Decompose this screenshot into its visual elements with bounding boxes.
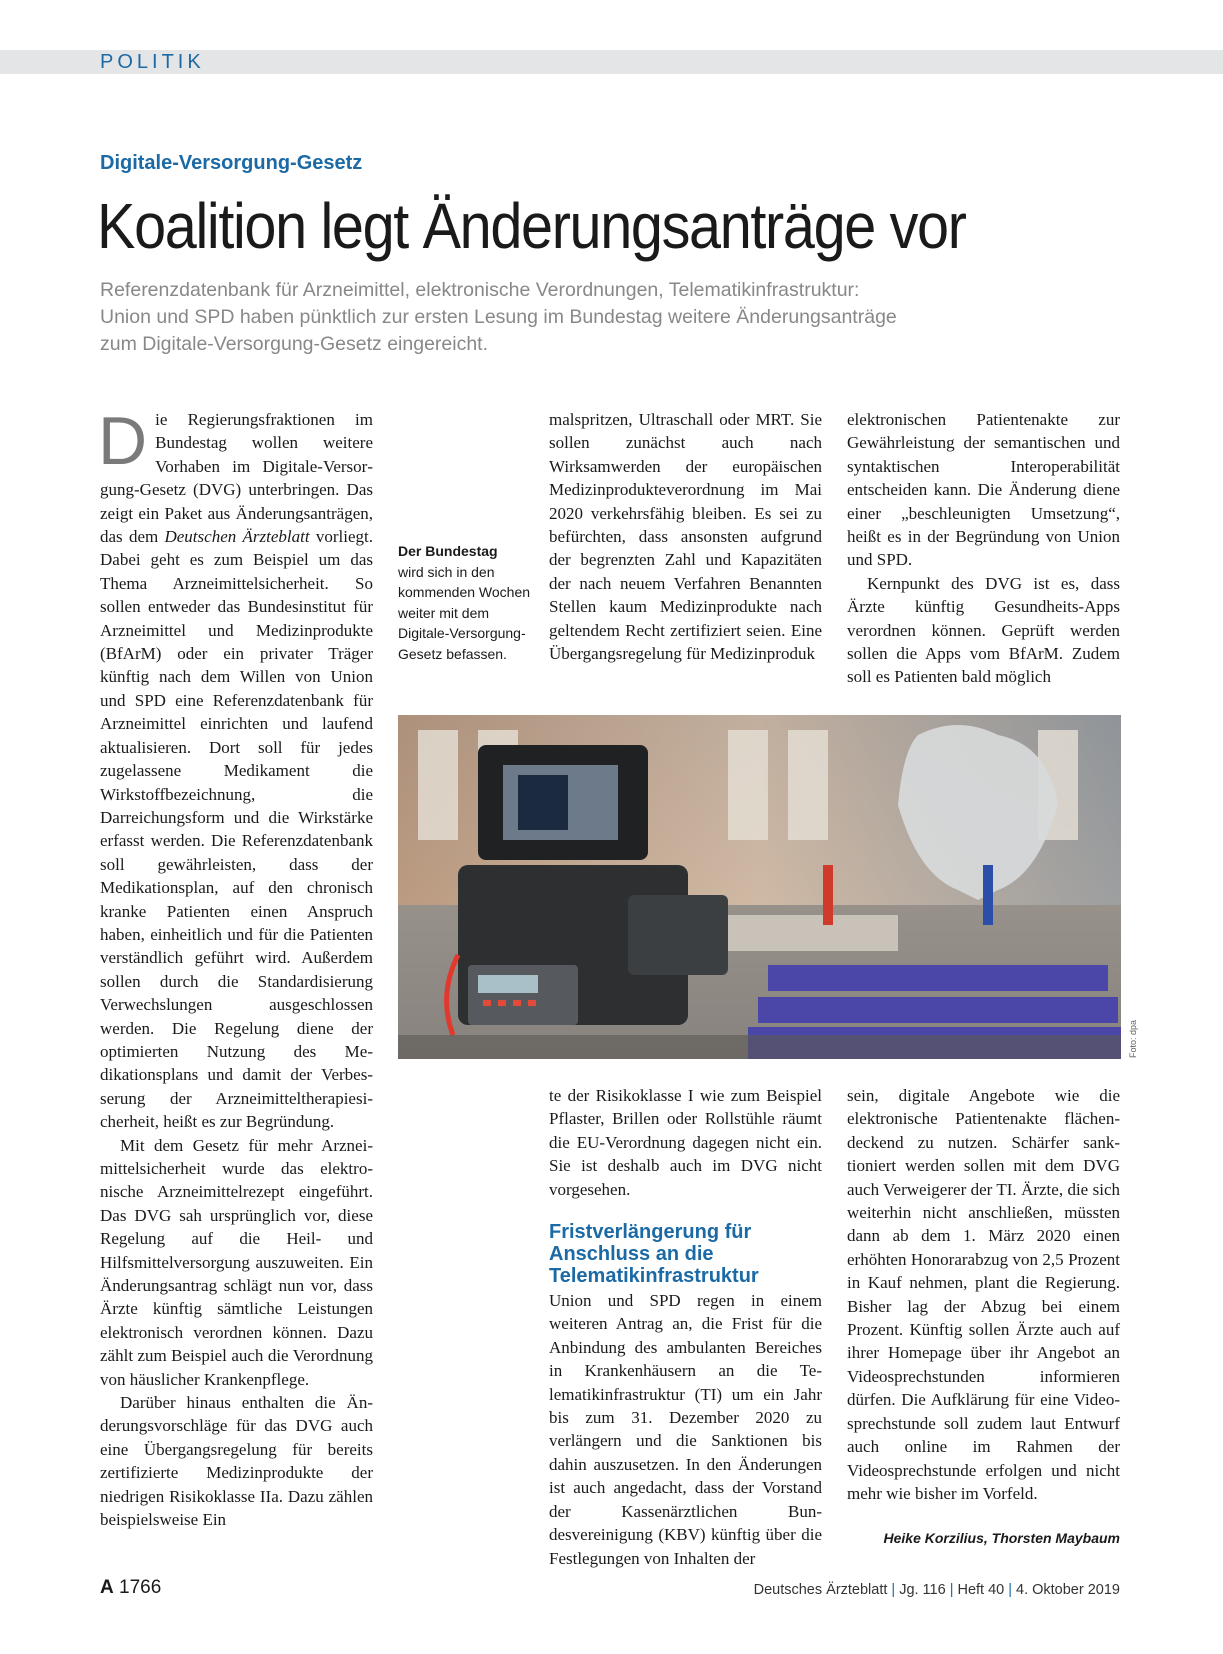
page-number-value: 1766 (119, 1577, 162, 1598)
lead-line: Union und SPD haben pünktlich zur ersten Lesung im Bundestag weitere Änderungsanträge (100, 306, 897, 328)
volume: Jg. 116 (899, 1582, 946, 1598)
page-number (100, 1577, 161, 1599)
article-column-1 (98, 403, 373, 1532)
photo-caption (398, 541, 538, 664)
separator: | (949, 1582, 954, 1598)
body-text: ie Regierungsfraktionen im Bundestag wollen weitere Vorhaben im Digitale-Versorgung-Gesetz (DVG) unterbringen. Das zeigt ein Paket aus Änderungsanträgen, das dem (100, 410, 373, 547)
body-paragraph: Union und SPD regen in einem weiteren Antrag an, die Frist für die Anbindung des ambulanten Bereiches in Krankenhäusern an die Telematikinfrastruktur (TI) um ein Jahr bis zum 31. Dezember 2020 zu verlängern und die Sanktionen bis dahin auszusetzen. In den Änderungen ist auch angedacht, dass der Vorstand der Kassenärztlichen Bundesvereinigung (KBV) künftig über die Festlegungen von Inhalten der (549, 1291, 822, 1568)
issue-date: 4. Oktober 2019 (1016, 1582, 1120, 1598)
photo-credit: Foto: dpa (1128, 1019, 1138, 1058)
article-column-3-top (847, 408, 1120, 689)
author-byline: Heike Korzilius, Thorsten Maybaum (883, 1530, 1120, 1546)
headline: Koalition legt Änderungsanträge vor (97, 190, 966, 262)
article-column-3-bottom (847, 1084, 1120, 1505)
lead-line: Referenzdatenbank für Arzneimittel, elektronische Verordnungen, Telematikinfrastruktur: (100, 279, 860, 301)
caption-text: wird sich in den kommenden Wochen weiter mit dem Digitale-Versorgung-Gesetz befassen. (398, 563, 531, 662)
page-prefix: A (100, 1577, 114, 1598)
article-column-2-top (549, 408, 822, 665)
body-paragraph: elektronischen Patientenakte zur Gewährleistung der semantischen und syntaktischen Interoperabilität entscheiden kann. Die Änderung diene einer „beschleunigten Umsetzung“, heißt es in der Begründung von Union und SPD. (847, 410, 1120, 570)
body-text: vorliegt. Dabei geht es zum Beispiel um das Thema Arzneimittelsicherheit. So sollen entweder das Bundesinstitut für Arzneimittel und Medizinprodukte (BfArM) oder ein privater Träger künftig nach dem Willen von Union und SPD eine Referenzdatenbank für Arzneimittel einrichten und laufend aktualisieren. Dort soll für jedes zugelassene Medikament die Wirkstoffbezeichnung, die Darreichungsform und die Wirkstärke erfasst werden. Die Referenzdatenbank soll gewährleisten, dass der Medikationsplan, auf den chronisch kranke Patienten einen Anspruch haben, einheitlich und für die Patienten verständlich geführt wird. Außerdem sollen durch die Standardisierung Verwechslungen ausgeschlossen werden. Die Regelung diene der optimierten Nutzung des Medikationsplans und damit der Verbesserung der Arzneimitteltherapiesicherheit, heißt es zur Begründung. (100, 527, 373, 1132)
body-paragraph (98, 403, 373, 1134)
lead-line: zum Digitale-Versorgung-Gesetz eingereicht. (100, 333, 489, 355)
bundestag-photo (398, 715, 1121, 1059)
body-paragraph: Mit dem Gesetz für mehr Arzneimittelsicherheit wurde das elektronische Arzneimittelrezept eingeführt. Das DVG sah ursprünglich vor, diese Regelung auf die Heil- und Hilfsmittelversorgung auszuweiten. Ein Änderungsantrag schlägt nun vor, dass Ärzte künftig sämtliche Leistungen elektronisch verordnen können. Dazu zählt zum Beispiel auch die Verordnung von häuslicher Krankenpflege. (100, 1135, 373, 1389)
subheading: Fristverlängerung für Anschluss an die Telematikinfrastruktur (549, 1221, 759, 1288)
drop-cap: D (98, 403, 148, 479)
body-paragraph: malspritzen, Ultraschall oder MRT. Sie sollen zunächst auch nach Wirksamwerden der europäischen Medizinprodukteverordnung im Mai 2020 verkehrsfähig bleiben. Es sei zu befürchten, dass ansonsten aufgrund der begrenzten Zahl und Kapazitäten der nach neuem Verfahren Benannten Stellen kaum Medizinprodukte nach geltendem Recht zertifiziert seien. Eine Übergangsregelung für Medizinproduk (549, 410, 822, 664)
lead-paragraph (100, 277, 960, 358)
body-paragraph: Kernpunkt des DVG ist es, dass Ärzte künftig Gesundheits-Apps verordnen können. Geprüft werden sollen die Apps vom BfArM. Zudem soll es Patienten bald möglich (847, 573, 1120, 687)
body-paragraph: te der Risikoklasse I wie zum Beispiel Pflaster, Brillen oder Rollstühle räumt die EU-Verordnung dagegen nicht ein. Sie ist deshalb auch im DVG nicht vorgesehen. (549, 1086, 822, 1199)
article-column-2-bottom (549, 1084, 822, 1570)
section-label: POLITIK (100, 51, 205, 73)
body-paragraph: Darüber hinaus enthalten die Änderungsvorschläge für das DVG auch eine Übergangsregelung für bereits zertifizierte Medizinprodukte der niedrigen Risikoklasse IIa. Dazu zählen beispielsweise Ein (100, 1393, 373, 1530)
body-paragraph: sein, digitale Angebote wie die elektronische Patientenakte flächendeckend zu nutzen. Schärfer sanktioniert werden sollen mit dem DVG auch Verweigerer der TI. Ärzte, die sich weiterhin nicht anschließen, müssten dann ab dem 1. März 2020 einen erhöhten Honorarabzug von 2,5 Prozent in Kauf nehmen, plant die Regierung. Bisher lag der Abzug bei einem Prozent. Künftig sollen Ärzte auch auf ihrer Homepage über ihr Angebot an Videosprechstunden informieren dürfen. Die Aufklärung für eine Videosprechstunde soll zudem laut Entwurf auch online im Rahmen der Videosprechstunde erfolgen und nicht mehr wie bisher im Vorfeld. (847, 1086, 1120, 1503)
kicker: Digitale-Versorgung-Gesetz (100, 152, 363, 174)
caption-title: Der Bundestag (398, 543, 498, 559)
separator: | (1008, 1582, 1012, 1598)
publication-name: Deutschen Ärzteblatt (164, 527, 310, 547)
photo-illustration (398, 715, 1121, 1059)
journal-name: Deutsches Ärzteblatt (753, 1582, 888, 1598)
separator: | (891, 1582, 896, 1598)
issue: Heft 40 (957, 1582, 1005, 1598)
footer-info (700, 1582, 1120, 1598)
